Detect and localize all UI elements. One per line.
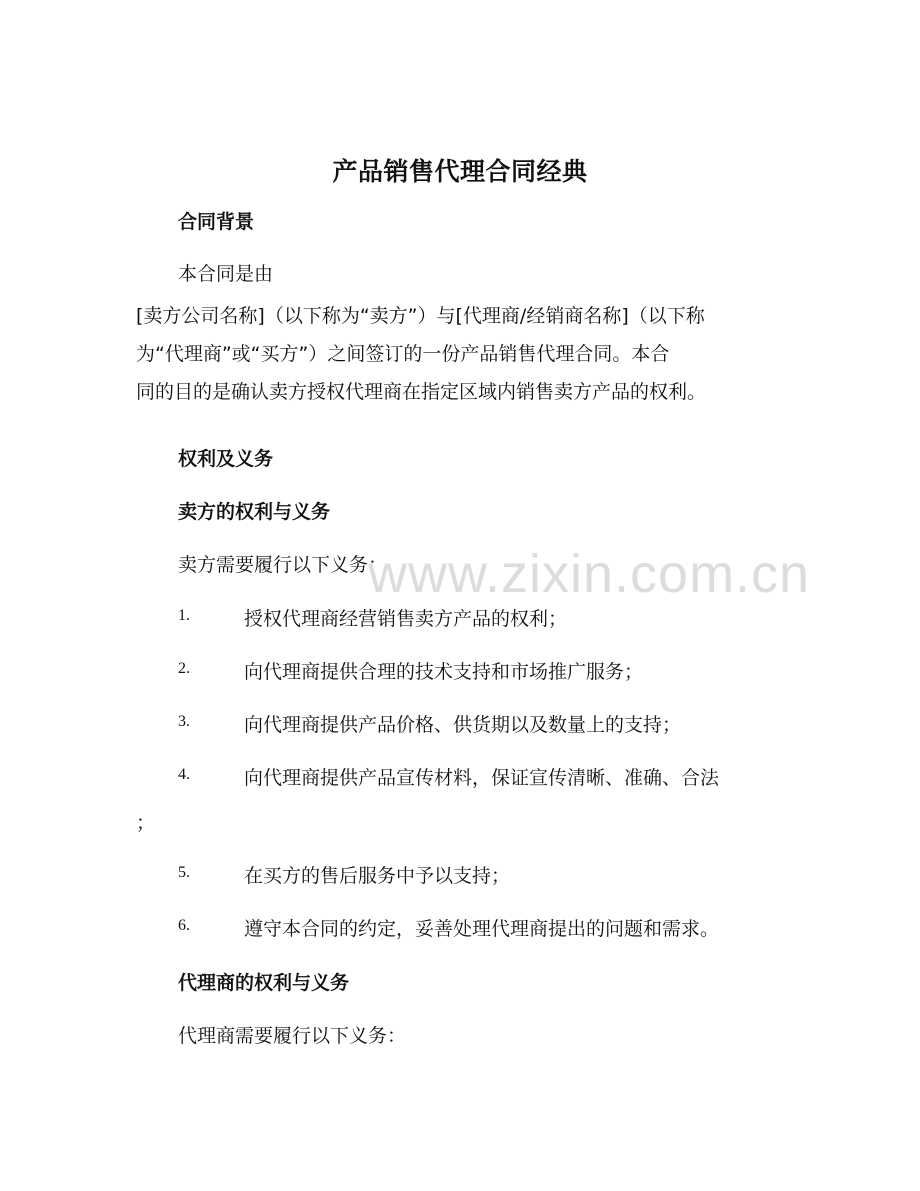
list-text: 向代理商提供产品价格、供货期以及数量上的支持； <box>244 714 682 736</box>
section-heading-rights: 权利及义务 <box>178 448 274 470</box>
list-number: 2. <box>178 660 190 677</box>
section-heading-background: 合同背景 <box>178 211 255 233</box>
intro-paragraph <box>136 297 796 411</box>
list-number: 4. <box>178 766 190 783</box>
watermark: www.zixin.com.cn <box>368 544 811 604</box>
section-heading-agent: 代理商的权利与义务 <box>178 972 350 994</box>
list-item <box>0 914 920 944</box>
list-item-wrap: ； <box>136 812 156 834</box>
agent-lead-text: 代理商需要履行以下义务： <box>178 1025 407 1047</box>
list-number: 3. <box>178 713 190 730</box>
list-text: 向代理商提供产品宣传材料，保证宣传清晰、准确、合法 <box>244 767 720 789</box>
document-title: 产品销售代理合同经典 <box>332 157 588 186</box>
list-item <box>0 657 920 687</box>
seller-lead-text: 卖方需要履行以下义务： <box>178 554 388 576</box>
list-number: 1. <box>178 607 190 624</box>
list-text: 向代理商提供合理的技术支持和市场推广服务； <box>244 661 644 683</box>
list-text: 遵守本合同的约定，妥善处理代理商提出的问题和需求。 <box>244 918 720 940</box>
intro-first-line: 本合同是由 <box>178 263 274 285</box>
intro-line: 同的目的是确认卖方授权代理商在指定区域内销售卖方产品的权利。 <box>136 381 707 403</box>
intro-line: 为“代理商”或“买方”）之间签订的一份产品销售代理合同。本合 <box>136 343 670 365</box>
list-item <box>0 710 920 740</box>
list-item <box>0 604 920 634</box>
section-heading-seller: 卖方的权利与义务 <box>178 501 331 523</box>
list-item <box>0 763 920 793</box>
list-number: 6. <box>178 917 190 934</box>
list-text: 授权代理商经营销售卖方产品的权利； <box>244 608 568 630</box>
list-text: 在买方的售后服务中予以支持； <box>244 865 511 887</box>
list-item <box>0 861 920 891</box>
intro-line: [卖方公司名称]（以下称为“卖方”）与[代理商/经销商名称]（以下称 <box>136 305 705 327</box>
list-number: 5. <box>178 864 190 881</box>
